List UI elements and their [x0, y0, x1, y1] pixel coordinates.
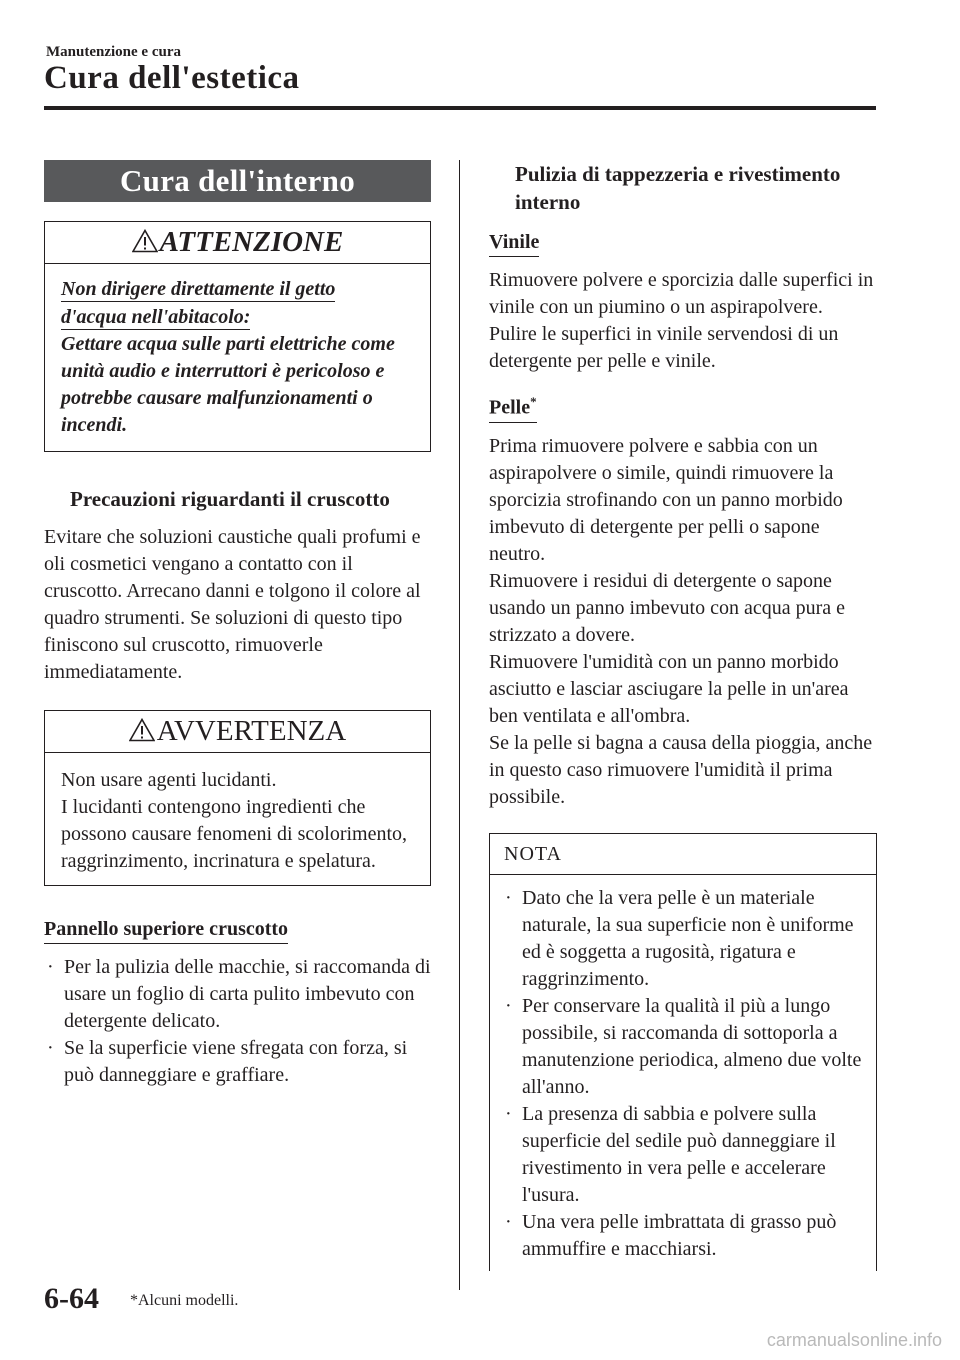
pannello-heading: Pannello superiore cruscotto: [44, 917, 288, 944]
column-divider: [459, 160, 460, 1290]
attenzione-line2: d'acqua nell'abitacolo:: [61, 306, 251, 328]
bullet: ·: [505, 994, 512, 1017]
list-item-text: Una vera pelle imbrattata di grasso può ammuffire e macchiarsi.: [522, 1210, 837, 1260]
attenzione-header: [45, 222, 430, 264]
nota-header: NOTA: [490, 834, 876, 875]
tappezzeria-heading: Pulizia di tappezzeria e rivestimento interno: [515, 162, 841, 214]
list-item-text: Per la pulizia delle macchie, si raccomanda di usare un foglio di carta pulito imbevuto con detergente delicato.: [64, 956, 431, 1032]
vinile-text-2: Pulire le superfici in vinile servendosi di un detergente per pelle e vinile.: [489, 323, 839, 372]
warning-icon: [132, 229, 158, 253]
avvertenza-text: I lucidanti contengono ingredienti che possono causare fenomeni di scolorimento, raggrinzimento, incrinatura e spelatura.: [61, 796, 408, 872]
list-item-text: Se la superficie viene sfregata con forza, si può danneggiare e graffiare.: [64, 1037, 408, 1086]
chapter-label: Manutenzione e cura: [46, 44, 181, 60]
list-item: [44, 954, 431, 1035]
warning-icon: [129, 718, 155, 742]
left-column: [44, 160, 431, 1089]
avvertenza-line1: Non usare agenti lucidanti.: [61, 769, 277, 791]
list-item: [502, 885, 862, 993]
attenzione-line1: Non dirigere direttamente il getto: [61, 278, 336, 300]
page-title: Cura dell'estetica: [44, 60, 300, 96]
pelle-heading: [489, 390, 537, 423]
section-title: Cura dell'interno: [44, 160, 431, 202]
watermark: carmanualsonline.info: [766, 1330, 942, 1350]
list-item-text: La presenza di sabbia e polvere sulla superficie del sedile può danneggiare il rivestimento in vera pelle e accelerare l'usura.: [522, 1102, 836, 1206]
pannello-list: [44, 954, 431, 1089]
cruscotto-text: Evitare che soluzioni caustiche quali profumi e oli cosmetici vengano a contatto con il cruscotto. Arrecano danni e tolgono il colore al quadro strumenti. Se soluzioni di questo tipo finiscono sul cruscotto, rimuoverle immediatamente.: [44, 526, 421, 683]
avvertenza-header: [45, 711, 430, 753]
attenzione-label: ATTENZIONE: [159, 226, 344, 258]
attenzione-box: [44, 221, 431, 452]
avvertenza-box: [44, 710, 431, 886]
bullet: ·: [47, 1037, 54, 1059]
footnote: *Alcuni modelli.: [130, 1292, 239, 1309]
pelle-text-2: Rimuovere i residui di detergente o sapone usando un panno imbevuto con acqua pura e strizzato a dovere.: [489, 569, 846, 646]
bullet: ·: [505, 1210, 512, 1233]
bullet: ·: [505, 1102, 512, 1125]
bullet: ·: [47, 956, 54, 978]
attenzione-text: Gettare acqua sulle parti elettriche come unità audio e interruttori è pericoloso e potrebbe causare malfunzionamenti o incendi.: [61, 333, 395, 436]
pelle-text-1: Prima rimuovere polvere e sabbia con un aspirapolvere o simile, quindi rimuovere la sporcizia strofinando con un panno morbido imbevuto di detergente per pelli o sapone neutro.: [489, 434, 843, 565]
list-item: [502, 1101, 862, 1209]
list-item-text: Dato che la vera pelle è un materiale naturale, la sua superficie non è uniforme ed è soggetta a rugosità, rigatura e raggrinzimento.: [522, 886, 854, 990]
list-item: [502, 1209, 862, 1263]
page-number: 6-64: [44, 1282, 99, 1315]
nota-list: [490, 875, 876, 1271]
pelle-text-3: Rimuovere l'umidità con un panno morbido asciutto e lasciar asciugare la pelle in un'area ben ventilata e all'ombra.: [489, 650, 849, 727]
bullet: ·: [505, 886, 512, 909]
pelle-asterisk: *: [530, 394, 537, 409]
vinile-text-1: Rimuovere polvere e sporcizia dalle superfici in vinile con un piumino o un aspirapolvere.: [489, 269, 874, 318]
vinile-heading: Vinile: [489, 230, 539, 257]
avvertenza-label: AVVERTENZA: [156, 715, 347, 747]
nota-box: [489, 833, 877, 1271]
cruscotto-heading: Precauzioni riguardanti il cruscotto: [70, 487, 390, 511]
list-item: [502, 993, 862, 1101]
list-item-text: Per conservare la qualità il più a lungo possibile, si raccomanda di sottoporla a manutenzione periodica, almeno due volte all'anno.: [522, 994, 862, 1098]
pelle-text-4: Se la pelle si bagna a causa della pioggia, anche in questo caso rimuovere l'umidità il prima possibile.: [489, 731, 873, 808]
right-column: [489, 160, 877, 1271]
pelle-heading-text: Pelle: [489, 396, 531, 419]
list-item: [44, 1035, 431, 1089]
header-rule: [44, 106, 876, 110]
